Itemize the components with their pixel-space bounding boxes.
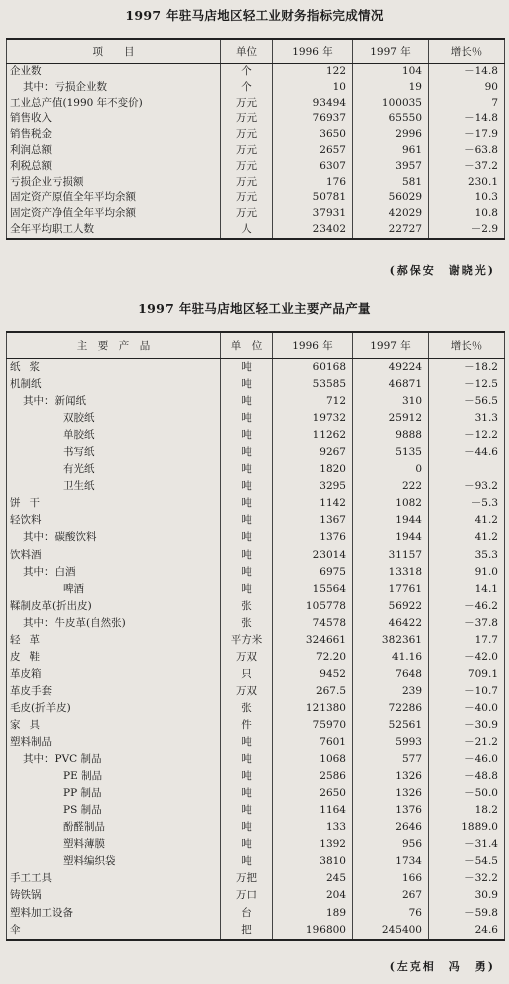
row-growth: －93.2 [429,478,505,495]
row-name: 铸铁锅 [7,887,221,904]
table-row [7,734,505,751]
table-row [7,80,505,96]
row-growth: －42.0 [429,649,505,666]
row-value-1996: 11262 [273,427,353,444]
row-value-1997: 1944 [353,512,429,529]
table-row [7,632,505,649]
row-value-1997: 49224 [353,359,429,377]
row-growth: 17.7 [429,632,505,649]
header-growth: 增长％ [429,39,505,64]
table-row [7,717,505,734]
row-value-1996: 6975 [273,564,353,581]
row-name: 双胶纸 [7,410,221,427]
row-unit: 万元 [221,175,273,191]
row-name: 轻饮料 [7,512,221,529]
header-growth: 增长％ [429,332,505,359]
row-unit: 台 [221,905,273,922]
table2-credit: (左克相 冯 勇) [389,960,495,973]
row-name: 其中：碳酸饮料 [7,529,221,546]
table-row [7,802,505,819]
row-growth: －44.6 [429,444,505,461]
row-name: 饼干 [7,495,221,512]
row-name: 革皮箱 [7,666,221,683]
row-value-1997: 42029 [353,206,429,222]
header-item: 项 目 [7,39,221,64]
row-growth: －31.4 [429,836,505,853]
table-row [7,649,505,666]
row-value-1997: 956 [353,836,429,853]
row-growth: －30.9 [429,717,505,734]
row-value-1997: 245400 [353,922,429,940]
header-product: 主 要 产 品 [7,332,221,359]
row-value-1997: 382361 [353,632,429,649]
row-value-1997: 1326 [353,785,429,802]
row-growth: －63.8 [429,143,505,159]
row-name: 销售收入 [7,111,221,127]
row-unit: 把 [221,922,273,940]
row-growth: －14.8 [429,111,505,127]
row-value-1997: 310 [353,393,429,410]
row-value-1997: 72286 [353,700,429,717]
row-name: 工业总产值(1990 年不变价) [7,96,221,112]
row-value-1997: 52561 [353,717,429,734]
row-unit: 个 [221,64,273,80]
row-growth: 24.6 [429,922,505,940]
table-row [7,222,505,239]
row-value-1996: 122 [273,64,353,80]
table2-title: 1997 年驻马店地区轻工业主要产品产量 [138,301,371,316]
row-growth: －59.8 [429,905,505,922]
row-name: 卫生纸 [7,478,221,495]
row-growth: －2.9 [429,222,505,239]
table-row [7,905,505,922]
row-growth: －50.0 [429,785,505,802]
row-value-1996: 50781 [273,190,353,206]
row-name: 塑料加工设备 [7,905,221,922]
row-name: 书写纸 [7,444,221,461]
row-name: 纸浆 [7,359,221,377]
table-row [7,819,505,836]
row-name: 全年平均职工人数 [7,222,221,239]
row-growth: 7 [429,96,505,112]
row-value-1997: 9888 [353,427,429,444]
row-value-1996: 75970 [273,717,353,734]
row-value-1996: 324661 [273,632,353,649]
row-value-1996: 9267 [273,444,353,461]
row-unit: 万双 [221,649,273,666]
row-name: 其中：亏损企业数 [7,80,221,96]
row-name: 手工工具 [7,870,221,887]
row-unit: 万把 [221,870,273,887]
row-value-1996: 1392 [273,836,353,853]
row-name: 皮鞋 [7,649,221,666]
table-row [7,190,505,206]
row-value-1996: 76937 [273,111,353,127]
row-name: 塑料制品 [7,734,221,751]
row-value-1996: 72.20 [273,649,353,666]
row-growth: －17.9 [429,127,505,143]
row-unit: 张 [221,598,273,615]
row-value-1996: 23402 [273,222,353,239]
row-growth: 41.2 [429,529,505,546]
table-row [7,143,505,159]
row-growth: 10.8 [429,206,505,222]
row-name: 鞣制皮革(折出皮) [7,598,221,615]
table-row [7,598,505,615]
table1-title: 1997 年驻马店地区轻工业财务指标完成情况 [125,8,384,23]
row-value-1996: 2586 [273,768,353,785]
row-growth: －56.5 [429,393,505,410]
row-value-1997: 7648 [353,666,429,683]
row-growth: 90 [429,80,505,96]
row-value-1997: 31157 [353,547,429,564]
row-name: 酚醛制品 [7,819,221,836]
row-value-1996: 6307 [273,159,353,175]
row-name: PS 制品 [7,802,221,819]
table-row [7,683,505,700]
row-value-1997: 2996 [353,127,429,143]
row-unit: 吨 [221,751,273,768]
row-value-1996: 196800 [273,922,353,940]
row-growth: －14.8 [429,64,505,80]
row-value-1996: 2650 [273,785,353,802]
row-value-1997: 1376 [353,802,429,819]
row-unit: 吨 [221,853,273,870]
row-unit: 吨 [221,512,273,529]
row-name: 其中：新闻纸 [7,393,221,410]
row-name: 啤酒 [7,581,221,598]
row-value-1997: 3957 [353,159,429,175]
row-name: 固定资产净值全年平均余额 [7,206,221,222]
row-growth: 1889.0 [429,819,505,836]
row-growth: －37.2 [429,159,505,175]
row-value-1997: 1082 [353,495,429,512]
row-name: 伞 [7,922,221,940]
row-growth: －48.8 [429,768,505,785]
row-name: 其中：PVC 制品 [7,751,221,768]
table-row [7,393,505,410]
table-row [7,785,505,802]
row-growth: 10.3 [429,190,505,206]
row-name: 机制纸 [7,376,221,393]
row-growth [429,461,505,478]
row-growth: 709.1 [429,666,505,683]
row-value-1997: 25912 [353,410,429,427]
row-value-1996: 9452 [273,666,353,683]
row-name: 固定资产原值全年平均余额 [7,190,221,206]
row-unit: 吨 [221,819,273,836]
table-row [7,96,505,112]
row-value-1997: 581 [353,175,429,191]
table-row [7,700,505,717]
row-name: 其中：牛皮革(自然张) [7,615,221,632]
row-value-1997: 1944 [353,529,429,546]
row-growth: －12.2 [429,427,505,444]
table-row [7,444,505,461]
row-unit: 万元 [221,159,273,175]
row-name: 利税总额 [7,159,221,175]
row-value-1996: 204 [273,887,353,904]
row-value-1996: 2657 [273,143,353,159]
row-value-1997: 13318 [353,564,429,581]
row-growth: －46.0 [429,751,505,768]
row-growth: －18.2 [429,359,505,377]
row-value-1997: 104 [353,64,429,80]
row-value-1996: 93494 [273,96,353,112]
table-row [7,751,505,768]
row-unit: 人 [221,222,273,239]
row-value-1996: 1164 [273,802,353,819]
row-value-1997: 5993 [353,734,429,751]
row-growth: 30.9 [429,887,505,904]
row-growth: －21.2 [429,734,505,751]
row-growth: －32.2 [429,870,505,887]
row-name: PE 制品 [7,768,221,785]
row-value-1996: 267.5 [273,683,353,700]
row-value-1996: 23014 [273,547,353,564]
row-unit: 吨 [221,547,273,564]
row-value-1996: 15564 [273,581,353,598]
row-value-1996: 1376 [273,529,353,546]
row-value-1996: 60168 [273,359,353,377]
table-row [7,410,505,427]
row-growth: 230.1 [429,175,505,191]
row-unit: 吨 [221,564,273,581]
table1-credit: (郝保安 谢晓光) [389,264,495,277]
table-row [7,127,505,143]
row-growth: －5.3 [429,495,505,512]
table-row [7,836,505,853]
row-name: 饮料酒 [7,547,221,564]
row-unit: 吨 [221,529,273,546]
table-row [7,529,505,546]
row-value-1996: 3650 [273,127,353,143]
row-value-1996: 105778 [273,598,353,615]
row-growth: 14.1 [429,581,505,598]
row-unit: 个 [221,80,273,96]
row-value-1997: 56922 [353,598,429,615]
row-value-1996: 37931 [273,206,353,222]
row-value-1996: 74578 [273,615,353,632]
table-row [7,887,505,904]
row-unit: 张 [221,615,273,632]
table-row [7,175,505,191]
table-row [7,495,505,512]
row-value-1996: 1068 [273,751,353,768]
row-value-1997: 0 [353,461,429,478]
product-output-table [6,331,505,941]
row-unit: 件 [221,717,273,734]
row-value-1997: 267 [353,887,429,904]
row-value-1997: 1326 [353,768,429,785]
row-name: 单胶纸 [7,427,221,444]
row-value-1997: 56029 [353,190,429,206]
row-value-1996: 1820 [273,461,353,478]
row-name: 革皮手套 [7,683,221,700]
row-growth: －40.0 [429,700,505,717]
row-name: PP 制品 [7,785,221,802]
row-unit: 吨 [221,461,273,478]
row-unit: 吨 [221,359,273,377]
row-value-1996: 245 [273,870,353,887]
table-row [7,547,505,564]
row-unit: 吨 [221,495,273,512]
row-value-1997: 239 [353,683,429,700]
row-unit: 吨 [221,768,273,785]
row-unit: 吨 [221,427,273,444]
row-value-1996: 133 [273,819,353,836]
row-unit: 吨 [221,581,273,598]
row-name: 利润总额 [7,143,221,159]
table-row [7,376,505,393]
row-unit: 平方米 [221,632,273,649]
row-unit: 万元 [221,96,273,112]
row-name: 有光纸 [7,461,221,478]
table-row [7,206,505,222]
row-growth: －10.7 [429,683,505,700]
table-row [7,478,505,495]
row-unit: 吨 [221,802,273,819]
row-value-1997: 22727 [353,222,429,239]
row-value-1996: 121380 [273,700,353,717]
row-name: 亏损企业亏损额 [7,175,221,191]
row-unit: 吨 [221,393,273,410]
row-value-1997: 5135 [353,444,429,461]
table-row [7,922,505,940]
row-value-1997: 17761 [353,581,429,598]
row-unit: 吨 [221,376,273,393]
table-row [7,564,505,581]
table-row [7,666,505,683]
row-growth: 35.3 [429,547,505,564]
row-name: 销售税金 [7,127,221,143]
row-value-1997: 166 [353,870,429,887]
row-unit: 万元 [221,143,273,159]
row-value-1996: 1367 [273,512,353,529]
row-unit: 张 [221,700,273,717]
row-value-1997: 961 [353,143,429,159]
header-1997: 1997 年 [353,39,429,64]
row-value-1996: 3295 [273,478,353,495]
row-unit: 万元 [221,111,273,127]
row-value-1997: 577 [353,751,429,768]
table-row [7,870,505,887]
table-row [7,111,505,127]
header-unit: 单 位 [221,332,273,359]
row-unit: 万元 [221,190,273,206]
row-unit: 只 [221,666,273,683]
row-unit: 万双 [221,683,273,700]
row-unit: 万元 [221,206,273,222]
table1-header-row [7,39,505,64]
row-value-1997: 19 [353,80,429,96]
row-unit: 吨 [221,734,273,751]
row-unit: 吨 [221,478,273,495]
row-value-1997: 41.16 [353,649,429,666]
table-row [7,427,505,444]
row-value-1997: 46422 [353,615,429,632]
table-row [7,768,505,785]
row-name: 塑料薄膜 [7,836,221,853]
table-row [7,359,505,377]
table-row [7,159,505,175]
row-value-1997: 65550 [353,111,429,127]
row-unit: 吨 [221,785,273,802]
table-row [7,581,505,598]
row-value-1997: 100035 [353,96,429,112]
row-growth: －46.2 [429,598,505,615]
row-growth: －12.5 [429,376,505,393]
row-unit: 吨 [221,836,273,853]
table-row [7,64,505,80]
row-value-1997: 76 [353,905,429,922]
financial-indicators-table [6,38,505,240]
row-value-1996: 712 [273,393,353,410]
row-name: 其中：白酒 [7,564,221,581]
row-value-1996: 3810 [273,853,353,870]
row-value-1996: 53585 [273,376,353,393]
row-value-1996: 189 [273,905,353,922]
row-value-1997: 46871 [353,376,429,393]
row-value-1996: 10 [273,80,353,96]
row-name: 企业数 [7,64,221,80]
header-1996: 1996 年 [273,39,353,64]
row-value-1997: 1734 [353,853,429,870]
row-value-1996: 7601 [273,734,353,751]
row-growth: －37.8 [429,615,505,632]
row-name: 毛皮(折羊皮) [7,700,221,717]
row-unit: 万口 [221,887,273,904]
row-growth: 31.3 [429,410,505,427]
row-name: 轻革 [7,632,221,649]
row-growth: 41.2 [429,512,505,529]
table-row [7,615,505,632]
table-row [7,461,505,478]
header-1997: 1997 年 [353,332,429,359]
row-unit: 万元 [221,127,273,143]
table1-body [7,64,505,239]
row-name: 家具 [7,717,221,734]
row-value-1996: 19732 [273,410,353,427]
row-unit: 吨 [221,410,273,427]
table-row [7,853,505,870]
header-unit: 单位 [221,39,273,64]
row-unit: 吨 [221,444,273,461]
row-value-1997: 2646 [353,819,429,836]
row-name: 塑料编织袋 [7,853,221,870]
header-1996: 1996 年 [273,332,353,359]
row-value-1996: 1142 [273,495,353,512]
row-growth: －54.5 [429,853,505,870]
row-value-1996: 176 [273,175,353,191]
table2-header-row [7,332,505,359]
row-growth: 18.2 [429,802,505,819]
row-value-1997: 222 [353,478,429,495]
row-growth: 91.0 [429,564,505,581]
table2-body [7,359,505,940]
table-row [7,512,505,529]
